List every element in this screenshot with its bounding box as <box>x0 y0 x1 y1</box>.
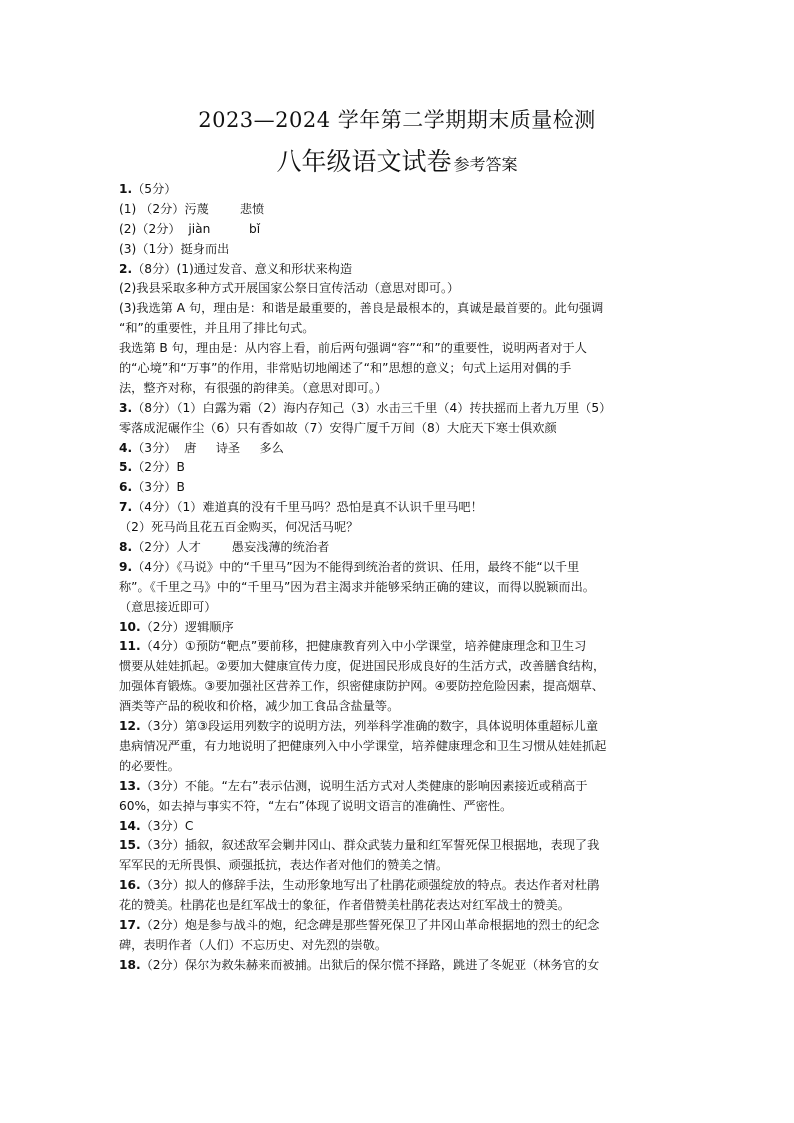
answer-text: （3分）拟人的修辞手法，生动形象地写出了杜鹃花顽强绽放的特点。表达作者对杜鹃 <box>140 878 600 893</box>
answer-line <box>119 677 677 697</box>
answer-text: 的“心境”和“万事”的作用，非常贴切地阐述了“和”思想的意义；句式上运用对偶的手 <box>119 361 572 376</box>
answer-text: （3分）不能。“左右”表示估测，说明生活方式对人类健康的影响因素接近或稍高于 <box>140 778 588 793</box>
answer-text: （4分）①预防“靶点”要前移，把健康教育列入中小学课堂，培养健康理念和卫生习 <box>140 639 587 654</box>
answer-text: （5分） <box>132 182 177 196</box>
question-number: 1. <box>119 182 133 196</box>
answer-line <box>119 896 677 916</box>
answer-line <box>119 797 677 817</box>
answer-line <box>119 359 677 379</box>
answer-line <box>119 319 677 339</box>
answer-text: （3分）B <box>132 480 185 495</box>
question-number: 18. <box>119 957 141 972</box>
answer-text: 患病情况严重，有力地说明了把健康列入中小学课堂，培养健康理念和卫生习惯从娃娃抓起 <box>119 738 607 753</box>
question-number: 7. <box>119 500 133 515</box>
answer-list <box>119 180 677 976</box>
answer-line <box>119 240 677 260</box>
answer-line <box>119 876 677 896</box>
answer-line <box>119 478 677 498</box>
answer-line <box>119 220 677 240</box>
answer-line <box>119 200 677 220</box>
answer-text: (2)（2分） jiàn bǐ <box>119 221 261 236</box>
answer-line <box>119 498 677 518</box>
answer-line <box>119 399 677 419</box>
answer-text: (3)我选第 A 句，理由是：和谐是最重要的，善良是最根本的，真诚是最首要的。此句强调 <box>119 301 604 316</box>
question-number: 8. <box>119 540 133 555</box>
answer-line <box>119 916 677 936</box>
answer-text: (3)（1分）挺身而出 <box>119 241 230 256</box>
question-number: 14. <box>119 818 141 833</box>
answer-line <box>119 697 677 717</box>
answer-line <box>119 439 677 459</box>
answer-text: 加强体育锻炼。③要加强社区营养工作，织密健康防护网。④要防控危险因素，提高烟草、 <box>119 679 604 694</box>
answer-text: （2）死马尚且花五百金购买，何况活马呢？ <box>119 520 359 535</box>
answer-text: （3分） 唐 诗圣 多么 <box>132 440 284 455</box>
question-number: 10. <box>119 619 141 634</box>
question-number: 13. <box>119 778 141 793</box>
answer-line <box>119 817 677 837</box>
answer-text: 酒类等产品的税收和价格，减少加工食品含盐量等。 <box>119 699 400 714</box>
answer-line <box>119 757 677 777</box>
answer-key-label: 参考答案 <box>453 155 518 174</box>
question-number: 5. <box>119 460 133 475</box>
answer-text: （3分）C <box>140 818 194 833</box>
question-number: 11. <box>119 639 141 654</box>
subject-title: 八年级语文试卷 <box>276 147 452 176</box>
question-number: 4. <box>119 440 133 455</box>
answer-line <box>119 260 677 280</box>
question-number: 16. <box>119 878 141 893</box>
answer-line <box>119 956 677 976</box>
answer-text: （2分）炮是参与战斗的炮，纪念碑是那些誓死保卫了井冈山革命根据地的烈士的纪念 <box>140 917 600 932</box>
question-number: 12. <box>119 719 141 734</box>
question-number: 3. <box>119 400 133 415</box>
answer-line <box>119 657 677 677</box>
answer-line <box>119 717 677 737</box>
answer-line <box>119 856 677 876</box>
answer-line <box>119 518 677 538</box>
answer-line <box>119 598 677 618</box>
answer-line <box>119 419 677 439</box>
answer-line <box>119 379 677 399</box>
answer-line <box>119 299 677 319</box>
answer-text: 军军民的无所畏惧、顽强抵抗，表达作者对他们的赞美之情。 <box>119 858 449 873</box>
answer-line <box>119 936 677 956</box>
question-number: 9. <box>119 559 133 574</box>
answer-line <box>119 538 677 558</box>
question-number: 6. <box>119 480 133 495</box>
answer-text: （2分）保尔为救朱赫来而被捕。出狱后的保尔慌不择路，跳进了冬妮亚（林务官的女 <box>140 957 600 972</box>
answer-line <box>119 458 677 478</box>
answer-text: “和”的重要性，并且用了排比句式。 <box>119 321 315 336</box>
question-number: 17. <box>119 917 141 932</box>
answer-text: （3分）第③段运用列数字的说明方法，列举科学准确的数字，具体说明体重超标儿童 <box>140 719 599 734</box>
answer-line <box>119 578 677 598</box>
answer-text: （4分）（1）难道真的没有千里马吗？恐怕是真不认识千里马吧！ <box>132 500 483 515</box>
question-number: 2. <box>119 261 133 276</box>
answer-line <box>119 558 677 578</box>
answer-text: （8分）（1）白露为霜（2）海内存知己（3）水击三千里（4）抟扶摇而上者九万里（5） <box>132 400 612 415</box>
answer-text: （8分）(1)通过发音、意义和形状来构造 <box>132 261 353 276</box>
answer-line <box>119 836 677 856</box>
answer-text: 零落成泥碾作尘（6）只有香如故（7）安得广厦千万间（8）大庇天下寒士俱欢颜 <box>119 420 557 435</box>
answer-line <box>119 279 677 299</box>
answer-text: 60%，如去掉与事实不符，“左右”体现了说明文语言的准确性、严密性。 <box>119 798 513 813</box>
answer-text: 花的赞美。杜鹃花也是红军战士的象征，作者借赞美杜鹃花表达对红军战士的赞美。 <box>119 898 570 913</box>
answer-text: （4分）《马说》中的“千里马”因为不能得到统治者的赏识、任用，最终不能“以千里 <box>132 559 580 574</box>
answer-text: 称”。《千里之马》中的“千里马”因为君主渴求并能够采纳正确的建议，而得以脱颖而出。 <box>119 579 595 594</box>
answer-text: 惯要从娃娃抓起。②要加大健康宣传力度，促进国民形成良好的生活方式，改善膳食结构， <box>119 659 606 674</box>
answer-text: 法，整齐对称，有很强的韵律美。（意思对即可。） <box>119 380 388 395</box>
answer-line <box>119 180 677 200</box>
answer-text: 我选第 B 句，理由是：从内容上看，前后两句强调“容”“和”的重要性，说明两者对于人 <box>119 341 587 356</box>
answer-line <box>119 737 677 757</box>
answer-text: (1) （2分）污蔑 悲愤 <box>119 201 265 216</box>
answer-text: （2分）逻辑顺序 <box>140 619 234 634</box>
exam-title: 2023—2024 学年第二学期期末质量检测 <box>198 108 596 132</box>
answer-text: (2)我县采取多种方式开展国家公祭日宣传活动（意思对即可。） <box>119 281 460 296</box>
answer-text: 碑，表明作者（人们）不忘历史、对先烈的崇敬。 <box>119 937 388 952</box>
answer-text: （2分）B <box>132 460 185 475</box>
answer-line <box>119 339 677 359</box>
answer-line <box>119 618 677 638</box>
answer-text: （3分）插叙，叙述敌军会剿井冈山、群众武装力量和红军誓死保卫根据地，表现了我 <box>140 838 600 853</box>
answer-text: 的必要性。 <box>119 758 180 773</box>
answer-line <box>119 637 677 657</box>
exam-subject-heading <box>0 142 794 178</box>
answer-text: （意思接近即可） <box>119 599 217 614</box>
answer-line <box>119 777 677 797</box>
question-number: 15. <box>119 838 141 853</box>
answer-text: （2分）人才 愚妄浅薄的统治者 <box>132 540 330 555</box>
